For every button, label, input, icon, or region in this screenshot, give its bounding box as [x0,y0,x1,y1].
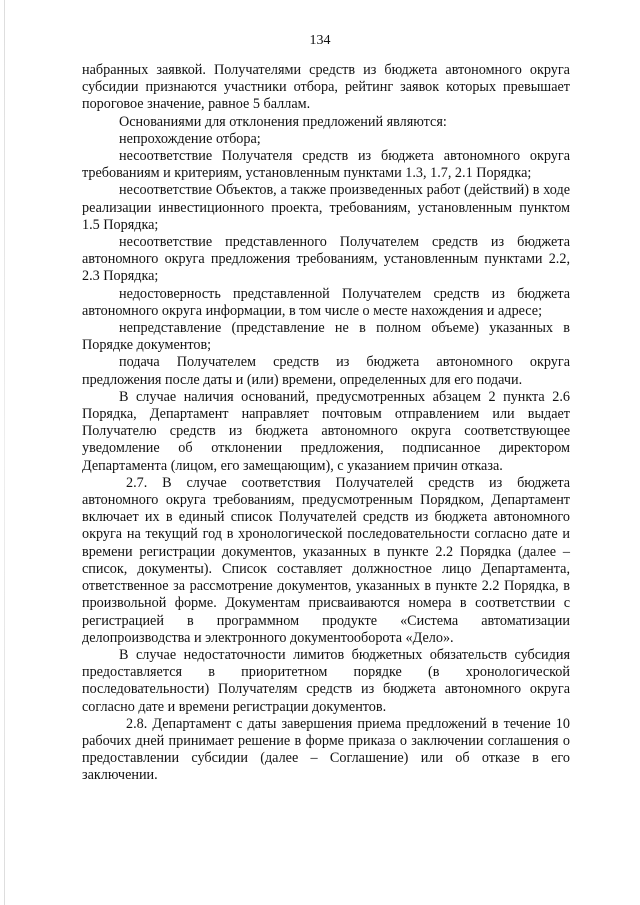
page-number: 134 [309,33,331,48]
paragraph-priority: В случае недостаточности лимитов бюджетных обязательств субсидия предоставляется в приоритетном порядке (в хронологической последовательности) Получателям средств из бюджета автономного округа согласно дате и времени регистрации документов. [82,646,570,715]
list-item-ground: недостоверность представленной Получателем средств из бюджета автономного округа информации, в том числе о месте нахождения и адресе; [82,285,570,319]
list-item-ground: подача Получателем средств из бюджета автономного округа предложения после даты и (или) времени, определенных для его подачи. [82,354,570,388]
paragraph-rejection-notice: В случае наличия оснований, предусмотренных абзацем 2 пункта 2.6 Порядка, Департамент направляет почтовым отправлением или выдает Получателю средств из бюджета автономного округа соответствующее уведомление об отклонении предложения, подписанное директором Департамента (лицом, его замещающим), с указанием причин отказа. [82,388,570,474]
paragraph-section-2-7: 2.7. В случае соответствия Получателей средств из бюджета автономного округа требованиям, предусмотренным Порядком, Департамент включает их в единый список Получателей средств из бюджета автономного округа на текущий год в хронологической последовательности согласно дате и времени регистрации документов, указанных в пункте 2.2 Порядка (далее – список, документы). Список составляет должностное лицо Департамента, ответственное за рассмотрение документов, указанных в пункте 2.2 Порядка, в произвольной форме. Документам присваиваются номера в соответствии с регистрацией в программном продукте «Система автоматизации делопроизводства и электронного документооборота «Дело». [82,474,570,646]
list-item-ground: несоответствие Объектов, а также произведенных работ (действий) в ходе реализации инвестиционного проекта, требованиям, установленным пунктом 1.5 Порядка; [82,182,570,233]
list-item-ground: непрохождение отбора; [119,130,261,147]
paragraph-section-2-8: 2.8. Департамент с даты завершения приема предложений в течение 10 рабочих дней принимает решение в форме приказа о заключении соглашения о предоставлении субсидии (далее – Соглашение) или об отказе в его заключении. [82,715,570,784]
document-body [82,62,570,785]
paragraph-continuation: набранных заявкой. Получателями средств из бюджета автономного округа субсидии признаются участники отбора, рейтинг заявок которых превышает пороговое значение, равное 5 баллам. [82,62,570,113]
list-item-ground: непредставление (представление не в полном объеме) указанных в Порядке документов; [82,320,570,354]
list-item-ground: несоответствие Получателя средств из бюджета автономного округа требованиям и критериям, установленным пунктами 1.3, 1.7, 2.1 Порядка; [82,148,570,182]
paragraph-grounds-intro: Основаниями для отклонения предложений являются: [119,113,447,130]
list-item-ground: несоответствие представленного Получателем средств из бюджета автономного округа предложения требованиям, установленным пунктами 2.2, 2.3 Порядка; [82,234,570,285]
scan-edge [4,0,5,905]
